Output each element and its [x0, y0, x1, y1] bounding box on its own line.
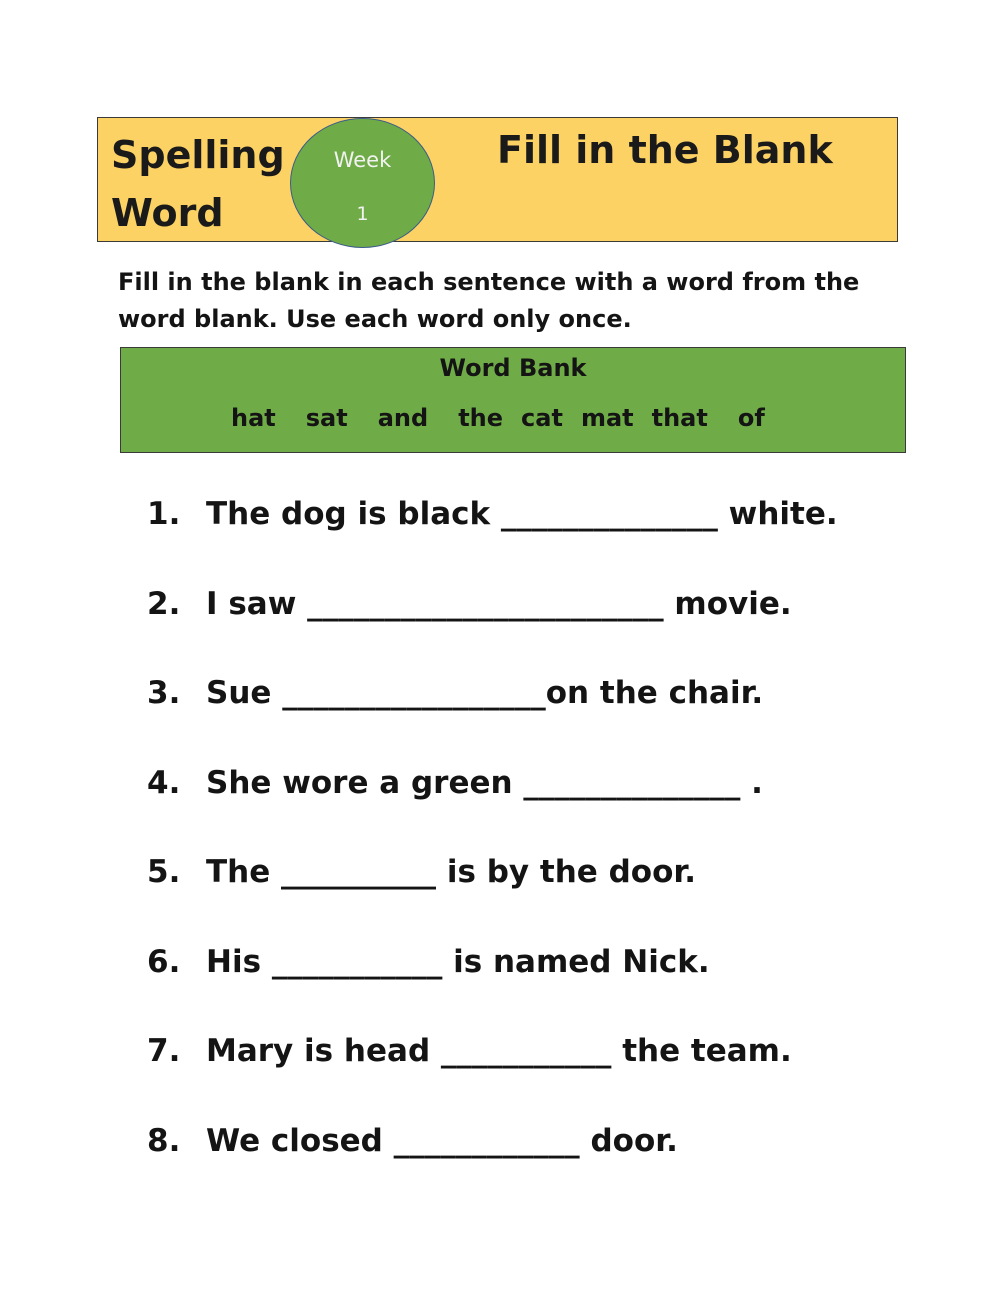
word-bank-word: the	[458, 404, 504, 432]
page-title	[111, 126, 285, 242]
instructions-line-2: word blank. Use each word only once.	[118, 305, 632, 333]
question-item	[147, 1123, 838, 1213]
word-bank-word: hat	[231, 404, 276, 432]
word-bank-word: of	[737, 404, 765, 432]
question-item	[147, 675, 838, 765]
question-text: She wore a green ______________ .	[206, 764, 763, 801]
word-bank-word: sat	[305, 404, 348, 432]
word-bank	[120, 347, 906, 453]
question-text: Sue _________________on the chair.	[206, 675, 764, 711]
question-number: 8.	[147, 1122, 181, 1159]
question-text: Mary is head ___________ the team.	[206, 1033, 792, 1069]
word-bank-word: mat	[580, 404, 634, 432]
title-line-2: Word	[111, 191, 224, 235]
question-item	[147, 854, 838, 944]
worksheet-subtitle: Fill in the Blank	[497, 128, 833, 172]
word-bank-word: that	[651, 404, 708, 432]
question-item	[147, 944, 838, 1034]
question-number: 2.	[147, 585, 181, 622]
question-item	[147, 586, 838, 676]
title-line-1: Spelling	[111, 133, 285, 177]
word-bank-words	[231, 404, 783, 432]
question-number: 6.	[147, 943, 181, 980]
word-bank-title: Word Bank	[439, 354, 587, 382]
question-number: 7.	[147, 1033, 181, 1069]
question-number: 5.	[147, 854, 181, 890]
question-number: 3.	[147, 675, 181, 711]
question-text: His ___________ is named Nick.	[206, 943, 710, 980]
week-badge	[290, 118, 435, 248]
question-item	[147, 496, 838, 586]
week-number: 1	[356, 203, 369, 225]
question-text: The dog is black ______________ white.	[206, 496, 838, 532]
word-bank-word: cat	[521, 404, 563, 432]
question-item	[147, 1033, 838, 1123]
instructions-line-1: Fill in the blank in each sentence with a word from the	[118, 268, 860, 296]
instructions	[118, 264, 918, 338]
question-list	[147, 496, 838, 1212]
question-item	[147, 765, 838, 855]
question-text: I saw _______________________ movie.	[206, 585, 792, 622]
question-number: 1.	[147, 496, 181, 532]
question-number: 4.	[147, 764, 181, 801]
question-text: We closed ____________ door.	[206, 1122, 678, 1159]
week-label: Week	[333, 148, 392, 172]
question-text: The __________ is by the door.	[206, 854, 697, 890]
word-bank-word: and	[377, 404, 429, 432]
